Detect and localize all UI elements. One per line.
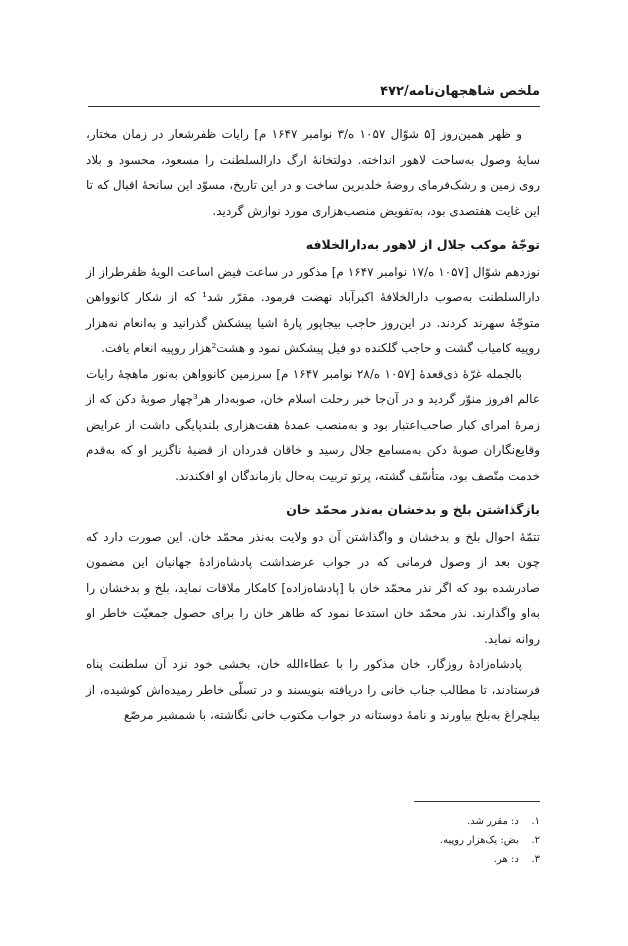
paragraph: بالجمله غرّهٔ ذی‌قعدهٔ [۱۰۵۷ ه/۲۸ نوامبر ۱۶۴۷ م] سرزمین کانوواهن به‌نور ماهچهٔ رایات عالم افروز منوّر گردید و در آن‌جا خبر رحلت اسلام خان، صوبه‌دار هر³چهار صوبهٔ دکن که از زمرهٔ امرای کبار صاحب‌اعتبار بود و به‌منصب عمدهٔ هفت‌هزاری بلندپایگی داشت از عرایض وقایع‌نگاران صوبهٔ دکن به‌مسامع جلال رسید و خاقان قدردان از قضیهٔ ناگزیر او که به‌قدم خدمت متّصف بود، متأسّف گشته، پرتو تربیت به‌حال بازماندگان او افکندند. (86, 366, 540, 483)
footnote-text: د: مقرر شد. (467, 816, 519, 827)
running-head: ملخص شاهجهان‌نامه/۴۷۲ (380, 84, 540, 99)
footnote-number: ۳. (531, 854, 540, 865)
footnotes (440, 812, 540, 869)
header-rule (88, 106, 540, 107)
paragraph: پادشاه‌زادهٔ روزگار، خان مذکور را با عطاءالله خان، بخشی خود نزد آن سلطنت پناه فرستادند، تا مطالب جناب خانی را دریافته بنویسند و در تسلّی خاطر رمیده‌اش کوشیده، از بیلچراغ به‌بلخ بیاورند و نامهٔ دوستانه در جواب مکتوب خانی نگاشته، با شمشیر مرصّع (86, 657, 540, 722)
footnote-rule (414, 801, 540, 802)
footnote (440, 850, 540, 869)
footnote-text: د: هر. (493, 854, 519, 865)
paragraph: تتمّهٔ احوال بلخ و بدخشان و واگذاشتن آن دو ولایت به‌نذر محمّد خان. این صورت دارد که چون بعد از وصول فرمانی که در جواب عرضداشت پادشاه‌زادهٔ جهانیان این مضمون صادرشده بود که اگر نذر محمّد خان با [پادشاه‌زاده] کامکار ملاقات نماید، بلخ و بدخشان را به‌او واگذارند. نذر محمّد خان استدعا نمود که طاهر خان را برای حصول جمعیّت خاطر او روانه نماید. (86, 529, 540, 646)
section-heading: بازگذاشتن بلخ و بدخشان به‌نذر محمّد خان (286, 502, 540, 517)
section-heading: توجّهٔ موکب جلال از لاهور به‌دارالخلافه (305, 237, 540, 252)
footnote-number: ۱. (531, 816, 540, 827)
main-text (86, 122, 540, 729)
footnote-text: بض: یک‌هزار روپیه. (439, 835, 519, 846)
paragraph: نوزدهم شوّال [۱۰۵۷ ه/۱۷ نوامبر ۱۶۴۷ م] مذکور در ساعت فیض اساعت الویهٔ ظفرطراز از دارالسلطنت به‌صوب دارالخلافهٔ اکبرآباد نهضت فرمود. مقرّر شد¹ که از شکار کانوواهن متوجّهٔ سهرند کردند. در این‌روز حاجب بیجاپور پارهٔ اشیا پیشکش گذرانید و به‌انعام نه‌هزار روپیه کامیاب گشت و حاجب گلکنده دو فیل پیشکش نمود و هشت²هزار روپیه انعام یافت. (86, 264, 540, 355)
footnote (440, 812, 540, 831)
paragraph: و ظهر همین‌روز [۵ شوّال ۱۰۵۷ ه/۳ نوامبر ۱۶۴۷ م] رایات ظفرشعار در زمان مختار، سایهٔ وصول به‌ساحت لاهور انداخته. دولتخانهٔ ارگ دارالسلطنت را مسعود، محسود و بلاد روی زمین و رشک‌فرمای روضهٔ خلدبرین ساخت و در این تاریخ، مسوّد این سانحهٔ اقبال که تا این غایت هفتصدی بود، به‌تفویض منصب‌هزاری مورد نوازش گردید. (86, 127, 540, 218)
footnote-number: ۲. (531, 835, 540, 846)
footnote (440, 831, 540, 850)
